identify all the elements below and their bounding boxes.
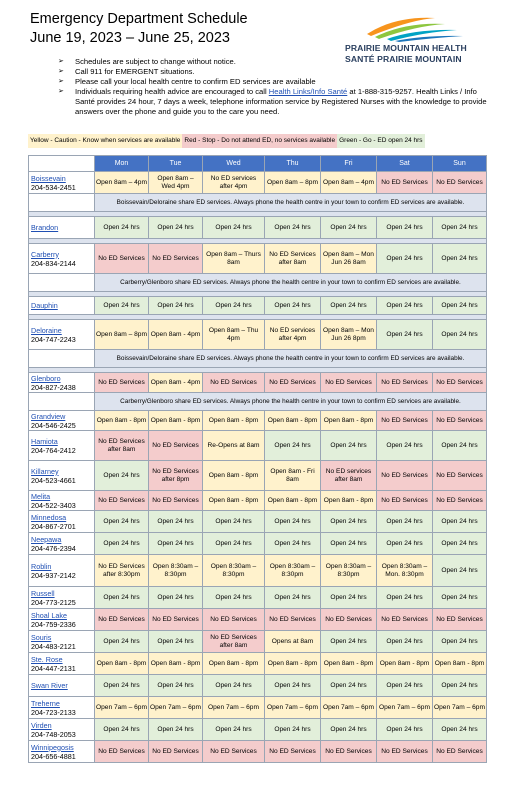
facility-phone: 204-483-2121	[31, 641, 76, 651]
status-cell: No ED Services after 8am	[203, 631, 265, 653]
status-cell: Open 24 hrs	[95, 587, 149, 609]
table-row	[29, 320, 487, 350]
notice-item	[58, 67, 488, 77]
status-cell: Open 8am – 4pm	[321, 172, 377, 194]
status-cell: Open 24 hrs	[377, 675, 433, 697]
status-cell: No ED Services	[377, 609, 433, 631]
status-cell: Open 24 hrs	[433, 217, 487, 239]
status-cell: Open 24 hrs	[95, 631, 149, 653]
day-header-mon: Mon	[95, 156, 149, 172]
status-cell: Open 24 hrs	[321, 675, 377, 697]
table-row	[29, 217, 487, 239]
status-cell: No ED Services	[433, 609, 487, 631]
status-cell: No ED services after 4pm	[265, 320, 321, 350]
facility-cell	[29, 555, 95, 587]
facility-phone: 204-523-4661	[31, 475, 76, 485]
status-cell: Open 24 hrs	[95, 461, 149, 491]
table-row	[29, 244, 487, 274]
status-cell: Open 24 hrs	[95, 533, 149, 555]
facility-cell	[29, 411, 95, 431]
facility-phone: 204-747-2243	[31, 334, 76, 344]
status-cell: Open 8am - 8pm	[265, 411, 321, 431]
status-cell: Open 8am – Mon Jun 26 8am	[321, 244, 377, 274]
facility-phone: 204-937-2142	[31, 570, 76, 580]
status-cell: Open 24 hrs	[95, 297, 149, 315]
notice-text: Call 911 for EMERGENT situations.	[75, 67, 195, 76]
status-cell: Open 24 hrs	[321, 631, 377, 653]
facility-link[interactable]: Russell	[31, 588, 55, 598]
facility-link[interactable]: Glenboro	[31, 373, 61, 383]
status-cell: No ED Services	[433, 491, 487, 511]
facility-phone: 204-522-3403	[31, 500, 76, 510]
status-cell: Open 24 hrs	[377, 297, 433, 315]
facility-phone: 204-476-2394	[31, 543, 76, 553]
status-cell: Open 8am - 8pm	[203, 653, 265, 675]
notice-text: Schedules are subject to change without notice.	[75, 57, 236, 66]
status-cell: Open 8am – Thurs 8am	[203, 244, 265, 274]
status-cell: No ED Services	[95, 491, 149, 511]
status-cell: Open 7am – 6pm	[95, 697, 149, 719]
facility-cell	[29, 719, 95, 741]
facility-phone: 204-723-2133	[31, 707, 76, 717]
status-cell: No ED Services	[95, 609, 149, 631]
facility-link[interactable]: Roblin	[31, 561, 52, 571]
table-row	[29, 533, 487, 555]
notice-item	[58, 57, 488, 67]
status-cell: No ED Services	[377, 741, 433, 763]
status-cell: Open 8am - 8pm	[377, 653, 433, 675]
status-cell: Re-Opens at 8am	[203, 431, 265, 461]
table-row	[29, 631, 487, 653]
facility-phone: 204-764-2412	[31, 445, 76, 455]
status-cell: Open 8am – Mon Jun 26 8pm	[321, 320, 377, 350]
facility-cell	[29, 320, 95, 350]
status-cell: Open 24 hrs	[433, 297, 487, 315]
status-cell: Open 24 hrs	[377, 431, 433, 461]
status-cell: No ED Services	[265, 609, 321, 631]
status-cell: No ED Services	[149, 431, 203, 461]
status-cell: Open 24 hrs	[321, 431, 377, 461]
arrow-bullet-icon: ➢	[58, 88, 64, 95]
status-cell: Open 24 hrs	[321, 719, 377, 741]
facility-link[interactable]: Ste. Rose	[31, 654, 63, 664]
facility-link[interactable]: Neepawa	[31, 534, 62, 544]
status-cell: Open 24 hrs	[149, 631, 203, 653]
status-cell: Open 7am – 6pm	[377, 697, 433, 719]
status-cell: Open 8am - 8pm	[321, 411, 377, 431]
facility-cell	[29, 741, 95, 763]
table-row	[29, 172, 487, 194]
facility-link[interactable]: Virden	[31, 720, 52, 730]
facility-link[interactable]: Deloraine	[31, 325, 62, 335]
facility-cell	[29, 491, 95, 511]
status-cell: No ED Services	[377, 491, 433, 511]
title-line-2: June 19, 2023 – June 25, 2023	[30, 30, 230, 46]
status-cell: Open 8am – 8pm	[95, 320, 149, 350]
day-header-sat: Sat	[377, 156, 433, 172]
status-cell: No ED Services	[203, 373, 265, 393]
status-cell: Open 8:30am – 8:30pm	[265, 555, 321, 587]
facility-link[interactable]: Swan River	[31, 681, 68, 690]
shared-services-note: Carberry/Glenboro share ED services. Always phone the health centre in your town to confirm ED services are available.	[95, 274, 487, 292]
schedule-table	[28, 155, 487, 763]
shared-services-note: Boissevain/Deloraine share ED services. Always phone the health centre in your town to confirm ED services are available.	[95, 350, 487, 368]
status-cell: No ED Services	[377, 461, 433, 491]
facility-cell	[29, 461, 95, 491]
status-cell: Open 24 hrs	[377, 719, 433, 741]
status-cell: No ED services after 8am	[321, 461, 377, 491]
facility-cell	[29, 297, 95, 315]
arrow-bullet-icon: ➢	[58, 78, 64, 85]
status-cell: Open 24 hrs	[433, 533, 487, 555]
status-cell: Open 8am - 4pm	[149, 373, 203, 393]
day-header-fri: Fri	[321, 156, 377, 172]
notice-text: Individuals requiring health advice are encouraged to call	[75, 87, 269, 96]
status-cell: Open 8am – 8pm	[265, 172, 321, 194]
status-cell: No ED Services	[95, 373, 149, 393]
status-cell: Open 8am - 8pm	[321, 491, 377, 511]
status-cell: Open 24 hrs	[95, 719, 149, 741]
status-cell: Open 7am – 6pm	[433, 697, 487, 719]
status-cell: Open 24 hrs	[377, 511, 433, 533]
status-cell: No ED Services	[321, 373, 377, 393]
blank-cell	[29, 274, 95, 292]
status-cell: Open 24 hrs	[149, 675, 203, 697]
notice-text: Please call your local health centre to confirm ED services are available	[75, 77, 316, 86]
health-links-link[interactable]: Health Links/Info Santé	[268, 87, 348, 96]
status-cell: Open 24 hrs	[265, 217, 321, 239]
status-cell: Open 24 hrs	[265, 511, 321, 533]
status-cell: Open 24 hrs	[265, 675, 321, 697]
table-row	[29, 491, 487, 511]
day-header-tue: Tue	[149, 156, 203, 172]
legend-green: Green - Go - ED open 24 hrs	[337, 134, 424, 148]
status-cell: No ED Services	[95, 244, 149, 274]
status-cell: Open 24 hrs	[321, 217, 377, 239]
facility-cell	[29, 172, 95, 194]
facility-phone: 204-773-2125	[31, 597, 76, 607]
page-title	[30, 10, 248, 48]
facility-link[interactable]: Boissevain	[31, 173, 66, 183]
status-cell: Open 24 hrs	[149, 217, 203, 239]
status-cell: Open 24 hrs	[433, 511, 487, 533]
status-cell: Open 24 hrs	[95, 675, 149, 697]
facility-cell	[29, 244, 95, 274]
facility-phone: 204-447-2131	[31, 663, 76, 673]
legend-red: Red - Stop - Do not attend ED, no services available	[182, 134, 337, 148]
facility-link[interactable]: Shoal Lake	[31, 610, 67, 620]
status-cell: Open 24 hrs	[377, 587, 433, 609]
notice-text: at 1-888-315-9257. Health Links / Info Santé provides 24 hour, 7 days a week, telephone information service by Registered Nurses with the knowledge to provide answers over the phone and guide you to the care you need.	[75, 87, 487, 116]
facility-phone: 204-867-2701	[31, 521, 76, 531]
facility-cell	[29, 533, 95, 555]
status-cell: Open 24 hrs	[433, 320, 487, 350]
status-cell: Open 24 hrs	[377, 533, 433, 555]
table-row	[29, 373, 487, 393]
status-cell: No ED Services	[321, 609, 377, 631]
status-cell: Open 24 hrs	[377, 631, 433, 653]
table-row	[29, 741, 487, 763]
facility-link[interactable]: Melita	[31, 491, 51, 501]
facility-link[interactable]: Brandon	[31, 223, 59, 232]
status-cell: Open 8am - 8pm	[149, 653, 203, 675]
status-cell: Open 8am – 4pm	[95, 172, 149, 194]
table-row	[29, 297, 487, 315]
facility-cell	[29, 217, 95, 239]
logo-swoosh-icon	[365, 12, 465, 42]
status-cell: Open 8am - 8pm	[321, 653, 377, 675]
status-cell: Open 8am – Wed 4pm	[149, 172, 203, 194]
status-cell: No ED Services	[433, 741, 487, 763]
logo-text-en: PRAIRIE MOUNTAIN HEALTH	[345, 43, 467, 53]
facility-phone: 204-834-2144	[31, 258, 76, 268]
shared-services-note: Boissevain/Deloraine share ED services. Always phone the health centre in your town to confirm ED services are available.	[95, 194, 487, 212]
status-cell: Open 24 hrs	[203, 675, 265, 697]
status-cell: Open 8am - 8pm	[265, 491, 321, 511]
status-cell: Open 8am - 4pm	[149, 320, 203, 350]
notice-item	[58, 77, 488, 87]
status-cell: No ED Services	[377, 411, 433, 431]
status-cell: Open 8am - 8pm	[149, 411, 203, 431]
status-cell: Open 8am - 8pm	[203, 411, 265, 431]
status-cell: No ED Services	[149, 244, 203, 274]
status-cell: Open 8am - Fri 8am	[265, 461, 321, 491]
status-cell: Open 24 hrs	[203, 511, 265, 533]
blank-cell	[29, 393, 95, 411]
status-cell: Open 24 hrs	[95, 217, 149, 239]
status-cell: Open 24 hrs	[321, 511, 377, 533]
logo-text-fr: SANTÉ PRAIRIE MOUNTAIN	[345, 54, 462, 64]
status-cell: Open 24 hrs	[265, 297, 321, 315]
day-header-wed: Wed	[203, 156, 265, 172]
status-cell: Open 24 hrs	[377, 320, 433, 350]
blank-cell	[29, 350, 95, 368]
blank-cell	[29, 194, 95, 212]
status-cell: Open 24 hrs	[321, 297, 377, 315]
facility-cell	[29, 609, 95, 631]
status-cell: Open 7am – 6pm	[265, 697, 321, 719]
facility-link[interactable]: Winnipegosis	[31, 742, 74, 752]
status-cell: Open 24 hrs	[433, 555, 487, 587]
status-cell: Open 8am – Thu 4pm	[203, 320, 265, 350]
facility-phone: 204-656-4881	[31, 751, 76, 761]
table-row	[29, 431, 487, 461]
status-cell: Open 24 hrs	[377, 244, 433, 274]
status-cell: Open 24 hrs	[203, 719, 265, 741]
facility-cell	[29, 631, 95, 653]
status-cell: Open 7am – 6pm	[203, 697, 265, 719]
status-cell: No ED Services	[433, 172, 487, 194]
table-row	[29, 675, 487, 697]
status-cell: No ED Services	[433, 461, 487, 491]
facility-cell	[29, 511, 95, 533]
status-cell: No ED Services after 8am	[95, 431, 149, 461]
facility-link[interactable]: Souris	[31, 632, 52, 642]
status-cell: No ED Services	[149, 609, 203, 631]
facility-cell	[29, 431, 95, 461]
table-row	[29, 511, 487, 533]
arrow-bullet-icon: ➢	[58, 68, 64, 75]
status-cell: No ED Services	[433, 373, 487, 393]
table-row	[29, 719, 487, 741]
facility-cell	[29, 373, 95, 393]
status-cell: Open 7am – 6pm	[321, 697, 377, 719]
status-cell: Opens at 8am	[265, 631, 321, 653]
table-row	[29, 461, 487, 491]
status-cell: Open 24 hrs	[149, 297, 203, 315]
color-legend	[28, 134, 486, 148]
status-cell: No ED Services	[265, 741, 321, 763]
status-cell: Open 24 hrs	[377, 217, 433, 239]
day-header-thu: Thu	[265, 156, 321, 172]
status-cell: Open 24 hrs	[433, 631, 487, 653]
facility-link[interactable]: Minnedosa	[31, 512, 67, 522]
status-cell: Open 24 hrs	[203, 217, 265, 239]
status-cell: No ED Services	[377, 172, 433, 194]
table-row	[29, 609, 487, 631]
status-cell: Open 24 hrs	[265, 719, 321, 741]
status-cell: No ED Services	[321, 741, 377, 763]
status-cell: No ED Services after 8am	[265, 244, 321, 274]
shared-services-note-row	[29, 350, 487, 368]
shared-services-note-row	[29, 274, 487, 292]
status-cell: No ED Services	[203, 741, 265, 763]
status-cell: No ED services after 4pm	[203, 172, 265, 194]
status-cell: No ED Services	[149, 491, 203, 511]
status-cell: Open 24 hrs	[149, 719, 203, 741]
facility-phone: 204-546-2425	[31, 420, 76, 430]
status-cell: Open 24 hrs	[149, 587, 203, 609]
status-cell: Open 24 hrs	[321, 533, 377, 555]
status-cell: Open 8:30am – 8:30pm	[149, 555, 203, 587]
status-cell: Open 24 hrs	[203, 297, 265, 315]
facility-link[interactable]: Hamiota	[31, 436, 58, 446]
facility-phone: 204-827-2438	[31, 382, 76, 392]
status-cell: Open 24 hrs	[321, 587, 377, 609]
status-cell: No ED Services	[377, 373, 433, 393]
status-cell: Open 8am - 8pm	[265, 653, 321, 675]
shared-services-note: Carberry/Glenboro share ED services. Always phone the health centre in your town to confirm ED services are available.	[95, 393, 487, 411]
status-cell: Open 24 hrs	[203, 587, 265, 609]
status-cell: Open 8am - 8pm	[433, 653, 487, 675]
facility-link[interactable]: Grandview	[31, 411, 66, 421]
status-cell: No ED Services	[149, 741, 203, 763]
facility-phone: 204-748-2053	[31, 729, 76, 739]
status-cell: Open 24 hrs	[265, 533, 321, 555]
facility-cell	[29, 653, 95, 675]
status-cell: Open 24 hrs	[265, 587, 321, 609]
notice-item	[58, 87, 488, 117]
status-cell: Open 24 hrs	[265, 431, 321, 461]
status-cell: Open 24 hrs	[433, 719, 487, 741]
status-cell: No ED Services	[95, 741, 149, 763]
corner-cell	[29, 156, 95, 172]
shared-services-note-row	[29, 393, 487, 411]
facility-cell	[29, 675, 95, 697]
facility-cell	[29, 587, 95, 609]
status-cell: Open 24 hrs	[149, 533, 203, 555]
legend-yellow: Yellow - Caution - Know when services are available	[28, 134, 182, 148]
status-cell: No ED Services	[433, 411, 487, 431]
facility-link[interactable]: Carberry	[31, 249, 59, 259]
status-cell: Open 24 hrs	[203, 533, 265, 555]
facility-phone: 204-759-2336	[31, 619, 76, 629]
status-cell: Open 8am - 8pm	[95, 411, 149, 431]
table-row	[29, 587, 487, 609]
status-cell: Open 24 hrs	[433, 244, 487, 274]
status-cell: No ED Services	[265, 373, 321, 393]
status-cell: Open 8am - 8pm	[203, 461, 265, 491]
notice-list	[58, 57, 488, 117]
facility-phone: 204-534-2451	[31, 182, 76, 192]
facility-cell	[29, 697, 95, 719]
status-cell: Open 24 hrs	[149, 511, 203, 533]
table-row	[29, 697, 487, 719]
status-cell: Open 24 hrs	[433, 431, 487, 461]
facility-link[interactable]: Killarney	[31, 466, 59, 476]
status-cell: No ED Services after 8pm	[149, 461, 203, 491]
status-cell: Open 8am - 8pm	[95, 653, 149, 675]
status-cell: Open 24 hrs	[433, 675, 487, 697]
arrow-bullet-icon: ➢	[58, 58, 64, 65]
status-cell: Open 7am – 6pm	[149, 697, 203, 719]
shared-services-note-row	[29, 194, 487, 212]
status-cell: Open 24 hrs	[95, 511, 149, 533]
table-row	[29, 411, 487, 431]
table-row	[29, 555, 487, 587]
facility-link[interactable]: Dauphin	[31, 301, 58, 310]
table-row	[29, 653, 487, 675]
day-header-row	[29, 156, 487, 172]
title-line-1: Emergency Department Schedule	[30, 11, 248, 27]
status-cell: No ED Services after 8:30pm	[95, 555, 149, 587]
status-cell: Open 8:30am – 8:30pm	[203, 555, 265, 587]
status-cell: Open 8am - 8pm	[203, 491, 265, 511]
facility-link[interactable]: Treherne	[31, 698, 60, 708]
day-header-sun: Sun	[433, 156, 487, 172]
status-cell: Open 8:30am – 8:30pm	[321, 555, 377, 587]
status-cell: Open 8:30am – Mon. 8:30pm	[377, 555, 433, 587]
status-cell: Open 24 hrs	[433, 587, 487, 609]
status-cell: No ED Services	[203, 609, 265, 631]
